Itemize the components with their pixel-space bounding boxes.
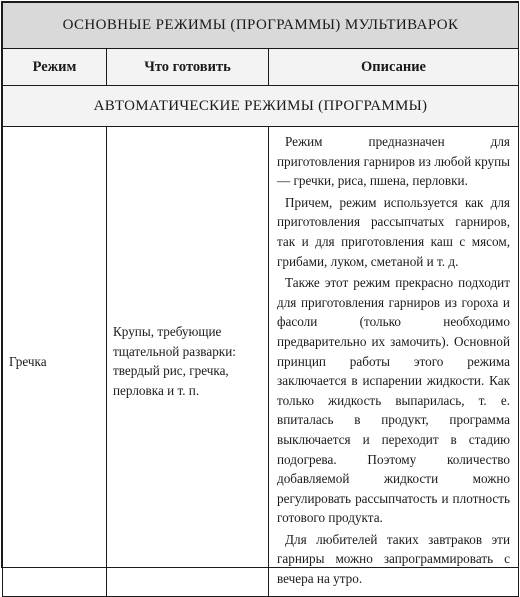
table-title: ОСНОВНЫЕ РЕЖИМЫ (ПРОГРАММЫ) МУЛЬТИВАРОК: [3, 3, 519, 49]
column-header-mode: Режим: [3, 49, 107, 86]
mode-cell: Гречка: [3, 127, 107, 597]
description-cell: [269, 127, 519, 597]
table-header-row: [3, 49, 519, 86]
description-paragraph: Для любителей таких завтраков эти гарниры можно запрограммировать с вечера на утро.: [277, 531, 510, 587]
section-row: [3, 86, 519, 127]
column-header-description: Описание: [269, 49, 519, 86]
column-header-what: Что готовить: [107, 49, 269, 86]
description-paragraph: Причем, режим используется как для приготовления рассыпчатых гарниров, так и для приготовления каш с мясом, грибами, луком, сметаной и т. д.: [277, 194, 510, 269]
section-title: АВТОМАТИЧЕСКИЕ РЕЖИМЫ (ПРОГРАММЫ): [3, 86, 519, 127]
description-paragraph: Также этот режим прекрасно подходит для приготовления гарниров из гороха и фасоли (только необходимо предварительно их замочить). Основной принцип работы этого режима заключается в испарении жидкости. Как только жидкость выпарилась, т. е. впиталась в продукт, программа выключается и переходит в стадию подогрева. Поэтому количество добавляемой жидкости можно регулировать рассыпчатость и плотность готового продукта.: [277, 275, 510, 526]
document-page: [1, 1, 519, 587]
modes-table: [2, 2, 519, 597]
table-title-row: [3, 3, 519, 49]
what-cell: Крупы, требующие тщательной разварки: твердый рис, гречка, перловка и т. п.: [107, 127, 269, 597]
description-paragraph: Режим предназначен для приготовления гарниров из любой крупы — гречки, риса, пшена, перловки.: [277, 134, 510, 189]
table-row: [3, 127, 519, 597]
